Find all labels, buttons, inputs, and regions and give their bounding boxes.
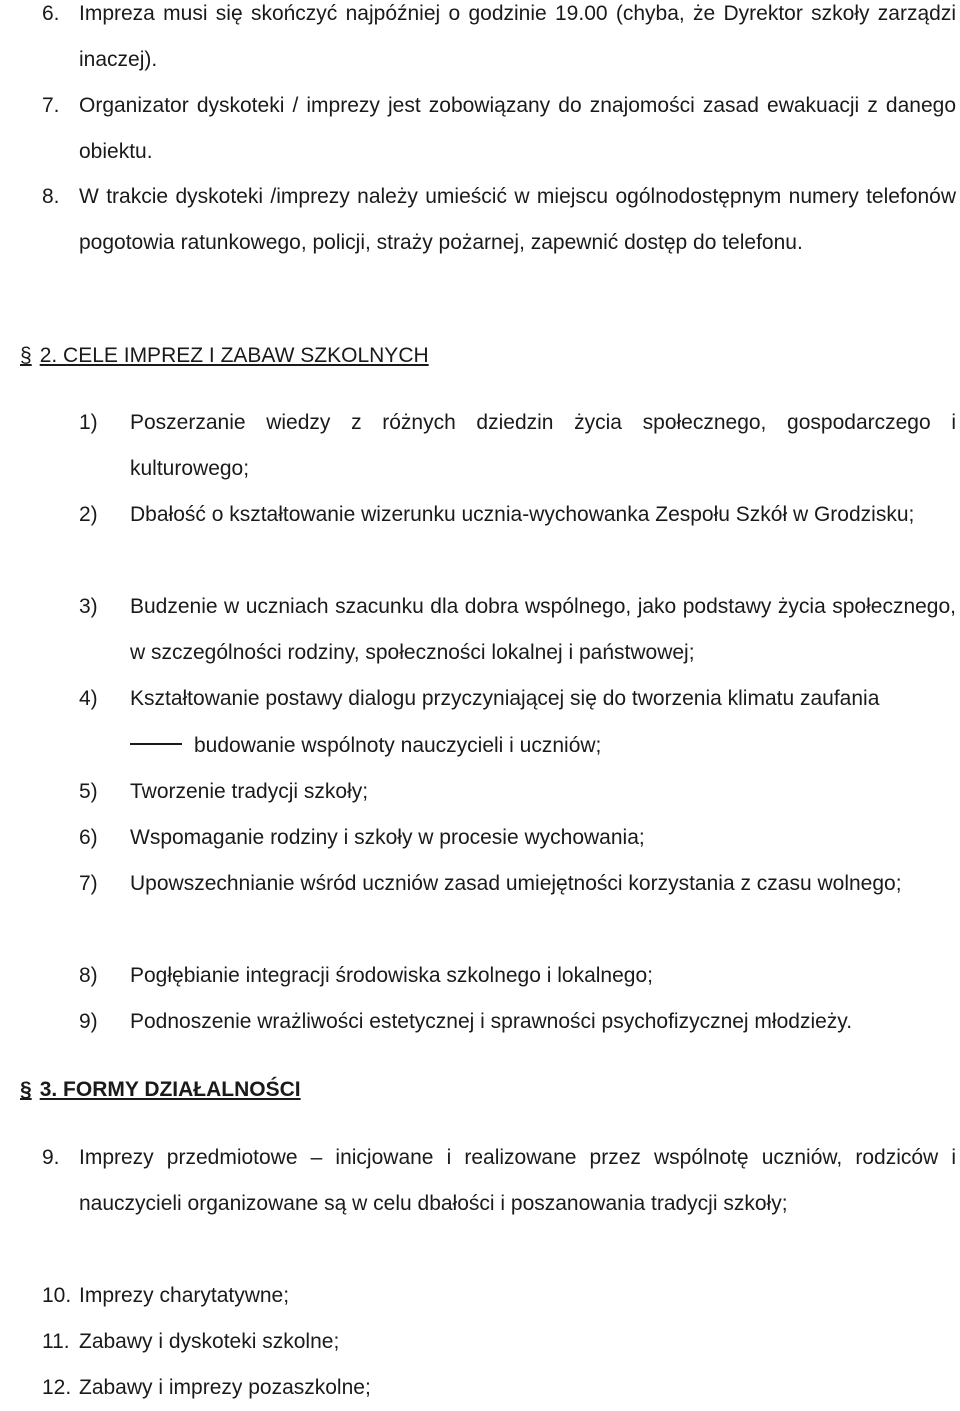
list-item — [42, 1273, 956, 1319]
list-number: 1) — [79, 411, 98, 434]
list-text: Imprezy charytatywne; — [79, 1284, 290, 1307]
list-number: 8) — [79, 964, 98, 987]
list-number: 7. — [42, 94, 60, 117]
list-text: Impreza musi się skończyć najpóźniej o godzinie 19.00 (chyba, że Dyrektor szkoły zarządzi inaczej). — [79, 2, 956, 71]
list-text: Budzenie w uczniach szacunku dla dobra wspólnego, jako podstawy życia społecznego, w szczególności rodziny, społeczności lokalnej i państwowej; — [130, 595, 956, 664]
list-number: 2) — [79, 503, 98, 526]
list-text: Poszerzanie wiedzy z różnych dziedzin życia społecznego, gospodarczego i kulturowego; — [130, 411, 956, 480]
list-text: Kształtowanie postawy dialogu przyczyniającej się do tworzenia klimatu zaufania — [130, 687, 880, 710]
list-text: Tworzenie tradycji szkoły; — [130, 780, 369, 803]
list-text: Wspomaganie rodziny i szkoły w procesie wychowania; — [130, 826, 645, 849]
list-number: 3) — [79, 595, 98, 618]
list-number: 6. — [42, 2, 60, 25]
list-text: Zabawy i imprezy pozaszkolne; — [79, 1376, 371, 1399]
list-item — [79, 861, 956, 907]
list-number: 11. — [42, 1330, 70, 1353]
list-item — [42, 1319, 956, 1365]
list-text: Organizator dyskoteki / imprezy jest zobowiązany do znajomości zasad ewakuacji z danego obiektu. — [79, 94, 956, 163]
section-title: 3. FORMY DZIAŁALNOŚCI — [39, 1078, 301, 1101]
list-number: 5) — [79, 780, 98, 803]
list-number: 9) — [79, 1010, 98, 1033]
list-number: 9. — [42, 1146, 60, 1169]
list-item — [42, 1135, 956, 1227]
list-text: Upowszechnianie wśród uczniów zasad umiejętności korzystania z czasu wolnego; — [130, 872, 902, 895]
list-number: 8. — [42, 185, 60, 208]
section-heading — [20, 341, 429, 371]
list-item — [79, 953, 956, 999]
list-item — [79, 584, 956, 676]
list-item — [79, 400, 956, 492]
list-item — [79, 769, 956, 815]
list-item — [79, 815, 956, 861]
list-continuation — [130, 731, 601, 761]
list-text-continuation: budowanie wspólnoty nauczycieli i uczniów; — [194, 734, 602, 757]
list-item — [79, 999, 956, 1045]
list-item — [42, 1365, 956, 1411]
list-number: 12. — [42, 1376, 72, 1399]
list-item — [79, 492, 956, 538]
list-item — [42, 83, 956, 175]
section-title: 2. CELE IMPREZ I ZABAW SZKOLNYCH — [39, 344, 429, 367]
list-text: Pogłębianie integracji środowiska szkolnego i lokalnego; — [130, 964, 653, 987]
list-text: Podnoszenie wrażliwości estetycznej i sprawności psychofizycznej młodzieży. — [130, 1010, 853, 1033]
list-text: W trakcie dyskoteki /imprezy należy umieścić w miejscu ogólnodostępnym numery telefonów pogotowia ratunkowego, policji, straży pożarnej, zapewnić dostęp do telefonu. — [79, 185, 956, 254]
list-item — [42, 0, 956, 83]
list-text: Dbałość o kształtowanie wizerunku ucznia-wychowanka Zespołu Szkół w Grodzisku; — [130, 503, 915, 526]
list-number: 6) — [79, 826, 98, 849]
list-number: 10. — [42, 1284, 72, 1307]
list-number: 4) — [79, 687, 98, 710]
section-symbol: § — [20, 1078, 32, 1101]
section-symbol: § — [20, 344, 32, 367]
section-heading — [20, 1075, 301, 1105]
list-text: Zabawy i dyskoteki szkolne; — [79, 1330, 340, 1353]
list-number: 7) — [79, 872, 98, 895]
list-item — [42, 174, 956, 266]
list-text: Imprezy przedmiotowe – inicjowane i realizowane przez wspólnotę uczniów, rodziców i nauczycieli organizowane są w celu dbałości i poszanowania tradycji szkoły; — [79, 1146, 956, 1215]
list-item — [79, 676, 956, 722]
em-dash — [130, 743, 182, 745]
